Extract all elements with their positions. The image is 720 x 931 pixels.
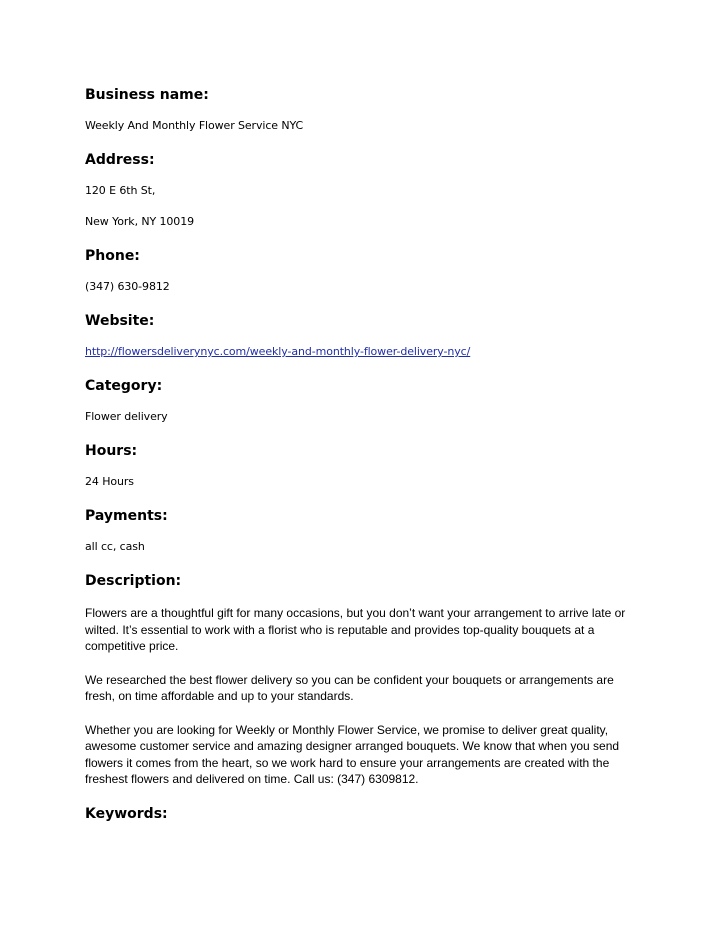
address-heading: Address: <box>85 152 155 168</box>
hours-value: 24 Hours <box>85 475 134 488</box>
business-name-value: Weekly And Monthly Flower Service NYC <box>85 119 304 132</box>
document-content <box>85 86 645 838</box>
business-name-heading: Business name: <box>85 87 209 103</box>
description-paragraph-3: Whether you are looking for Weekly or Monthly Flower Service, we promise to deliver great quality, awesome customer service and amazing designer arranged bouquets. We know that when you send flowers it comes from the heart, so we work hard to ensure your arrangements are created with the freshest flowers and delivered on time. Call us: (347) 6309812. <box>85 722 620 786</box>
phone-value: (347) 630-9812 <box>85 280 170 293</box>
address-line-1: 120 E 6th St, <box>85 184 156 197</box>
address-line-2: New York, NY 10019 <box>85 215 195 228</box>
description-paragraph-2: We researched the best flower delivery so you can be confident your bouquets or arrangements are fresh, on time affordable and up to your standards. <box>85 672 614 703</box>
website-link[interactable]: http://flowersdeliverynyc.com/weekly-and-monthly-flower-delivery-nyc/ <box>85 345 471 358</box>
keywords-heading: Keywords: <box>85 805 168 822</box>
category-heading: Category: <box>85 378 163 394</box>
description-paragraph-1: Flowers are a thoughtful gift for many occasions, but you don’t want your arrangement to arrive late or wilted. It’s essential to work with a florist who is reputable and provides top-quality bouquets at a competitive price. <box>85 606 626 653</box>
description-heading: Description: <box>85 573 182 589</box>
hours-heading: Hours: <box>85 443 138 459</box>
payments-value: all cc, cash <box>85 540 145 553</box>
phone-heading: Phone: <box>85 248 140 264</box>
payments-heading: Payments: <box>85 508 168 524</box>
category-value: Flower delivery <box>85 410 168 423</box>
website-heading: Website: <box>85 313 155 329</box>
